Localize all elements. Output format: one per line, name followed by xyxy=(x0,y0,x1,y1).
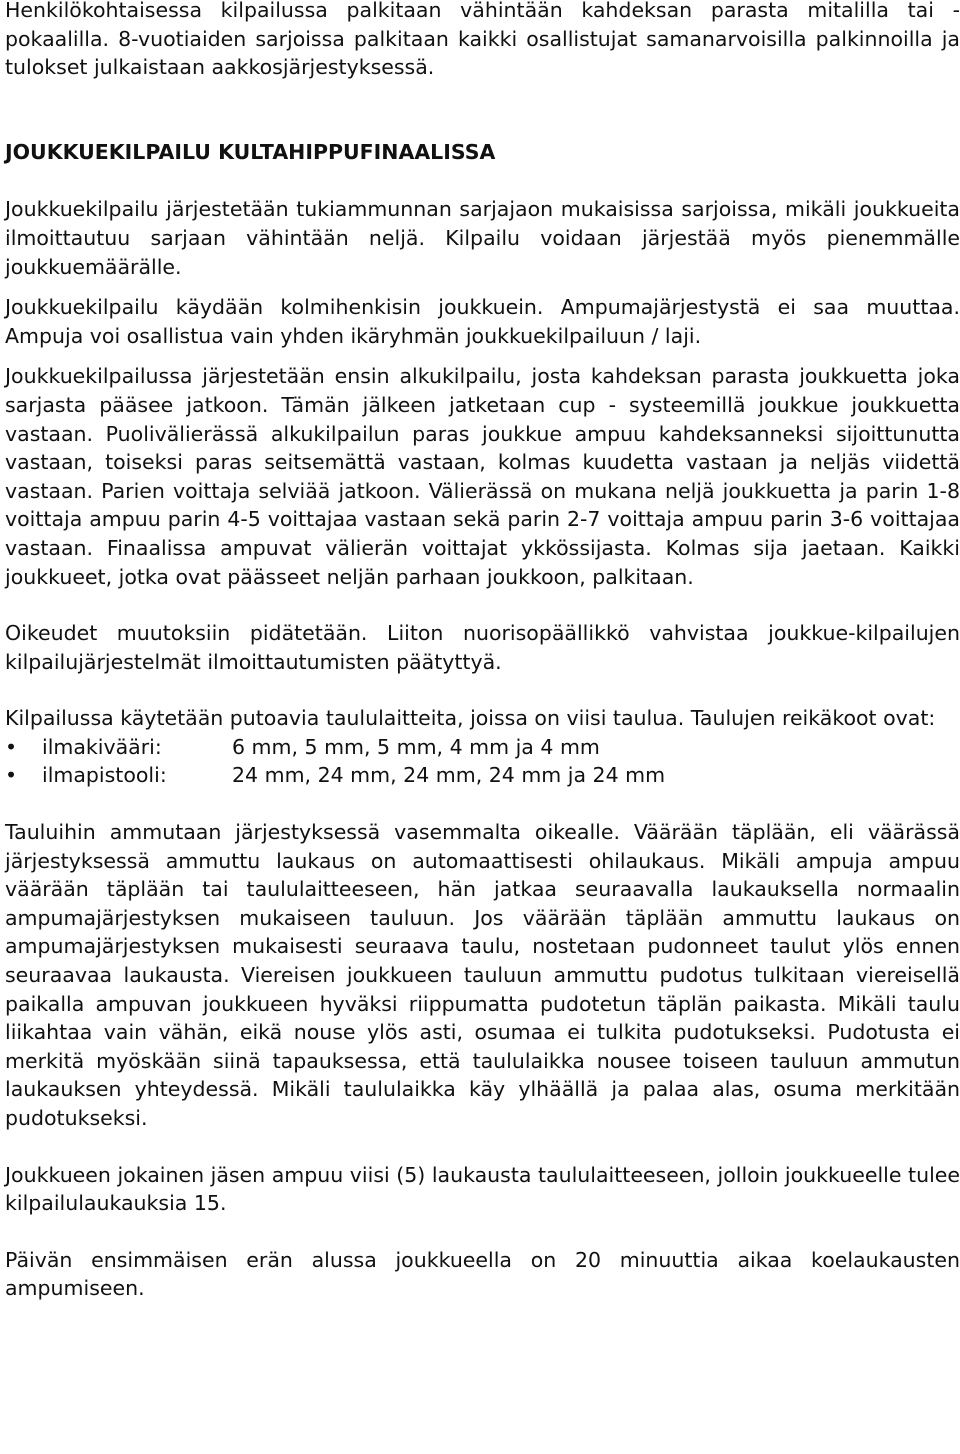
paragraph-target-devices: Kilpailussa käytetään putoavia taululaitteita, joissa on viisi taulua. Taulujen reikäkoot ovat: xyxy=(5,706,936,731)
paragraph-sighting-shots: Päivän ensimmäisen erän alussa joukkueella on 20 minuuttia aikaa koelaukausten ampumiseen. xyxy=(5,1247,960,1301)
bullet-icon: • xyxy=(5,734,18,759)
paragraph-shot-count: Joukkueen jokainen jäsen ampuu viisi (5) laukausta taululaitteeseen, jolloin joukkueelle tulee kilpailulaukauksia 15. xyxy=(5,1162,960,1216)
paragraph-team-composition: Joukkuekilpailu käydään kolmihenkisin joukkuein. Ampumajärjestystä ei saa muuttaa. Ampuja voi osallistua vain yhden ikäryhmän joukkuekilpailuun / laji. xyxy=(5,295,960,348)
hole-sizes: 6 mm, 5 mm, 5 mm, 4 mm ja 4 mm xyxy=(232,734,600,759)
weapon-name: ilmapistooli: xyxy=(42,763,167,788)
list-item xyxy=(5,761,960,790)
bullet-icon: • xyxy=(5,763,18,788)
list-item xyxy=(5,733,960,762)
paragraph-cup-system: Joukkuekilpailussa järjestetään ensin alkukilpailu, josta kahdeksan parasta joukkuetta joka sarjasta pääsee jatkoon. Tämän jälkeen jatketaan cup - systeemillä joukkue joukkuetta vastaan. Puolivälierässä alkukilpailun paras joukkue ampuu kahdeksanneksi sijoittunutta vastaan, toiseksi paras seitsemättä vastaan, kolmas kuudetta vastaan ja neljäs viidettä vastaan. Parien voittaja selviää jatkoon. Välierässä on mukana neljä joukkuetta ja parin 1-8 voittaja ampuu parin 4-5 voittajaa vastaan sekä parin 2-7 voittaja ampuu parin 3-6 voittajaa vastaan. Finaalissa ampuvat välierän voittajat ykkössijasta. Kolmas sija jaetaan. Kaikki joukkueet, jotka ovat päässeet neljän parhaan joukkoon, palkitaan. xyxy=(5,364,960,589)
paragraph-shooting-order: Tauluihin ammutaan järjestyksessä vasemmalta oikealle. Väärään täplään, eli väärässä järjestyksessä ammuttu laukaus on automaattisesti ohilaukaus. Mikäli ampuja ampuu väärään täplään tai taululaitteeseen, hän jatkaa seuraavalla laukauksella normaalin ampumajärjestyksen mukaiseen tauluun. Jos väärään täplään ammuttu laukaus on ampumajärjestyksen mukaisesti seuraava taulu, nostetaan pudonneet taulut ylös ennen seuraavaa laukausta. Viereisen joukkueen tauluun ammuttu pudotus tulkitaan viereisellä paikalla ampuvan joukkueen hyväksi riippumatta pudotetun täplän paikasta. Mikäli taulu liikahtaa vain vähän, eikä nouse ylös asti, osumaa ei tulkita pudotukseksi. Pudotusta ei merkitä myöskään siinä tapauksessa, että taululaikka nousee toiseen tauluun ammutun laukauksen yhteydessä. Mikäli taululaikka käy ylhäällä ja palaa alas, osuma merkitään pudotukseksi. xyxy=(5,820,960,1130)
intro-paragraph: Henkilökohtaisessa kilpailussa palkitaan vähintään kahdeksan parasta mitalilla tai -pokaalilla. 8-vuotiaiden sarjoissa palkitaan kaikki osallistujat samanarvoisilla palkinnoilla ja tulokset julkaistaan aakkosjärjestyksessä. xyxy=(5,0,960,80)
weapon-name: ilmakivääri: xyxy=(42,734,162,759)
section-heading: JOUKKUEKILPAILU KULTAHIPPUFINAALISSA xyxy=(5,139,496,164)
target-size-list xyxy=(5,733,960,790)
paragraph-rights-reserved: Oikeudet muutoksiin pidätetään. Liiton nuorisopäällikkö vahvistaa joukkue-kilpailujen kilpailujärjestelmät ilmoittautumisten päätyttyä. xyxy=(5,621,960,674)
paragraph-team-competition: Joukkuekilpailu järjestetään tukiammunnan sarjajaon mukaisissa sarjoissa, mikäli joukkueita ilmoittautuu sarjaan vähintään neljä. Kilpailu voidaan järjestää myös pienemmälle joukkuemäärälle. xyxy=(5,197,960,279)
hole-sizes: 24 mm, 24 mm, 24 mm, 24 mm ja 24 mm xyxy=(232,763,666,788)
document-page xyxy=(5,0,960,1303)
